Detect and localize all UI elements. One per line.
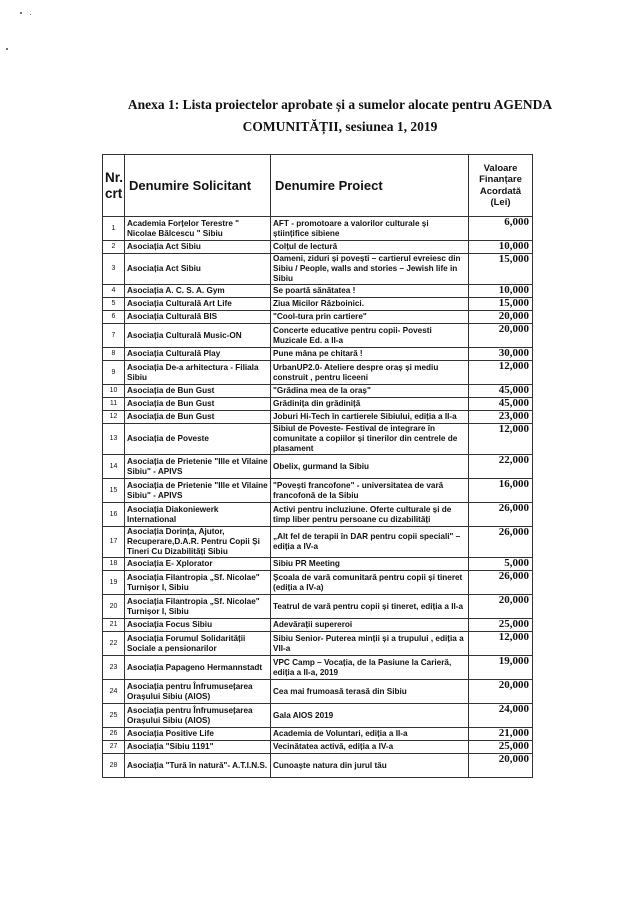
solicitant-cell: Asociația de Bun Gust <box>125 385 271 398</box>
project-cell: Obelix, gurmand la Sibiu <box>271 455 469 479</box>
project-cell: Teatrul de vară pentru copii și tineret, ediția a II-a <box>271 595 469 619</box>
project-cell: Joburi Hi-Tech în cartierele Sibiului, ediția a II-a <box>271 411 469 424</box>
table-row <box>103 680 533 704</box>
row-number: 23 <box>103 656 125 680</box>
value-cell: 20,000 <box>469 324 533 348</box>
header-valoare: Valoare Finanțare Acordată (Lei) <box>469 155 533 217</box>
row-number: 26 <box>103 728 125 741</box>
table-row <box>103 728 533 741</box>
value-cell: 20,000 <box>469 595 533 619</box>
value-cell: 21,000 <box>469 728 533 741</box>
solicitant-cell: Asociația Forumul Solidarității Sociale a pensionarilor <box>125 632 271 656</box>
table-row <box>103 348 533 361</box>
row-number: 17 <box>103 527 125 558</box>
table-row <box>103 479 533 503</box>
scan-speck <box>6 48 8 50</box>
scan-speck <box>20 12 22 14</box>
value-cell: 22,000 <box>469 455 533 479</box>
project-cell: AFT - promotoare a valorilor culturale și științifice sibiene <box>271 217 469 241</box>
table-row <box>103 656 533 680</box>
table-row <box>103 241 533 254</box>
solicitant-cell: Asociația Act Sibiu <box>125 254 271 285</box>
solicitant-cell: Academia Forțelor Terestre " Nicolae Bălcescu " Sibiu <box>125 217 271 241</box>
value-cell: 6,000 <box>469 217 533 241</box>
row-number: 27 <box>103 741 125 754</box>
row-number: 1 <box>103 217 125 241</box>
row-number: 24 <box>103 680 125 704</box>
row-number: 6 <box>103 311 125 324</box>
solicitant-cell: Asociația "Sibiu 1191" <box>125 741 271 754</box>
row-number: 22 <box>103 632 125 656</box>
solicitant-cell: Asociația pentru Înfrumusețarea Orașului Sibiu (AIOS) <box>125 680 271 704</box>
project-cell: Adevărații supereroi <box>271 619 469 632</box>
row-number: 20 <box>103 595 125 619</box>
table-body <box>103 217 533 778</box>
table-row <box>103 595 533 619</box>
solicitant-cell: Asociația de Bun Gust <box>125 411 271 424</box>
value-cell: 12,000 <box>469 424 533 455</box>
solicitant-cell: Asociația Diakoniewerk International <box>125 503 271 527</box>
project-cell: Sibiu PR Meeting <box>271 558 469 571</box>
project-cell: Vecinătatea activă, ediția a IV-a <box>271 741 469 754</box>
solicitant-cell: Asociația de Bun Gust <box>125 398 271 411</box>
row-number: 15 <box>103 479 125 503</box>
project-cell: Colțul de lectură <box>271 241 469 254</box>
row-number: 28 <box>103 754 125 778</box>
table-header-row <box>103 155 533 217</box>
value-cell: 30,000 <box>469 348 533 361</box>
value-cell: 5,000 <box>469 558 533 571</box>
solicitant-cell: Asociația Focus Sibiu <box>125 619 271 632</box>
project-cell: "Povești francofone" - universitatea de vară francofonă de la Sibiu <box>271 479 469 503</box>
value-cell: 45,000 <box>469 385 533 398</box>
table-row <box>103 311 533 324</box>
solicitant-cell: Asociația Culturală Music-ON <box>125 324 271 348</box>
row-number: 25 <box>103 704 125 728</box>
table-row <box>103 571 533 595</box>
table-row <box>103 704 533 728</box>
project-cell: Concerte educative pentru copii- Povesti Muzicale Ed. a II-a <box>271 324 469 348</box>
solicitant-cell: Asociația Filantropia „Sf. Nicolae" Turnișor I, Sibiu <box>125 595 271 619</box>
row-number: 7 <box>103 324 125 348</box>
table-row <box>103 741 533 754</box>
row-number: 8 <box>103 348 125 361</box>
value-cell: 24,000 <box>469 704 533 728</box>
row-number: 9 <box>103 361 125 385</box>
solicitant-cell: Asociația "Tură în natură"- A.T.I.N.S. <box>125 754 271 778</box>
scan-speck <box>30 14 31 15</box>
project-cell: VPC Camp – Vocația, de la Pasiune la Carieră, ediția a II-a, 2019 <box>271 656 469 680</box>
value-cell: 45,000 <box>469 398 533 411</box>
value-cell: 16,000 <box>469 479 533 503</box>
header-proiect: Denumire Proiect <box>271 155 469 217</box>
value-cell: 26,000 <box>469 503 533 527</box>
project-cell: Oameni, ziduri și povești – cartierul evreiesc din Sibiu / People, walls and stories – Jewish life in Sibiu <box>271 254 469 285</box>
row-number: 10 <box>103 385 125 398</box>
table-row <box>103 411 533 424</box>
table-row <box>103 424 533 455</box>
project-cell: Cea mai frumoasă terasă din Sibiu <box>271 680 469 704</box>
project-cell: „Alt fel de terapii în DAR pentru copii speciali" – ediția a IV-a <box>271 527 469 558</box>
project-cell: Cunoaște natura din jurul tău <box>271 754 469 778</box>
table-row <box>103 217 533 241</box>
solicitant-cell: Asociația Papageno Hermannstadt <box>125 656 271 680</box>
table-row <box>103 455 533 479</box>
row-number: 21 <box>103 619 125 632</box>
row-number: 5 <box>103 298 125 311</box>
row-number: 13 <box>103 424 125 455</box>
value-cell: 12,000 <box>469 632 533 656</box>
project-cell: Academia de Voluntari, ediția a II-a <box>271 728 469 741</box>
solicitant-cell: Asociația Culturală BIS <box>125 311 271 324</box>
table-row <box>103 503 533 527</box>
solicitant-cell: Asociația Culturală Art Life <box>125 298 271 311</box>
value-cell: 15,000 <box>469 254 533 285</box>
row-number: 12 <box>103 411 125 424</box>
value-cell: 25,000 <box>469 619 533 632</box>
row-number: 18 <box>103 558 125 571</box>
solicitant-cell: Asociația de Poveste <box>125 424 271 455</box>
table-row <box>103 285 533 298</box>
solicitant-cell: Asociația de Prietenie "Ille et Vilaine Sibiu" - APIVS <box>125 479 271 503</box>
title-line-1: Anexa 1: Lista proiectelor aprobate și a sumelor alocate pentru AGENDA <box>127 97 553 112</box>
value-cell: 19,000 <box>469 656 533 680</box>
title-line-2: COMUNITĂȚII, sesiunea 1, 2019 <box>242 119 438 134</box>
row-number: 19 <box>103 571 125 595</box>
row-number: 3 <box>103 254 125 285</box>
solicitant-cell: Asociația Dorința, Ajutor, Recuperare,D.A.R. Pentru Copii Și Tineri Cu Dizabilități Sibiu <box>125 527 271 558</box>
table-row <box>103 632 533 656</box>
solicitant-cell: Asociația pentru Înfrumusețarea Orașului Sibiu (AIOS) <box>125 704 271 728</box>
solicitant-cell: Asociația De-a arhitectura - Filiala Sibiu <box>125 361 271 385</box>
value-cell: 20,000 <box>469 311 533 324</box>
project-cell: UrbanUP2.0- Ateliere despre oraș și mediu construit , pentru liceeni <box>271 361 469 385</box>
value-cell: 23,000 <box>469 411 533 424</box>
solicitant-cell: Asociația Culturală Play <box>125 348 271 361</box>
value-cell: 20,000 <box>469 680 533 704</box>
value-cell: 15,000 <box>469 298 533 311</box>
solicitant-cell: Asociația Positive Life <box>125 728 271 741</box>
row-number: 4 <box>103 285 125 298</box>
header-solicitant: Denumire Solicitant <box>125 155 271 217</box>
value-cell: 25,000 <box>469 741 533 754</box>
table-row <box>103 385 533 398</box>
table-row <box>103 298 533 311</box>
table-row <box>103 324 533 348</box>
table-row <box>103 361 533 385</box>
project-cell: "Grădina mea de la oraș" <box>271 385 469 398</box>
project-cell: Ziua Micilor Războinici. <box>271 298 469 311</box>
table-row <box>103 398 533 411</box>
projects-table <box>102 154 533 778</box>
solicitant-cell: Asociația Filantropia „Sf. Nicolae" Turnișor I, Sibiu <box>125 571 271 595</box>
value-cell: 20,000 <box>469 754 533 778</box>
project-cell: Școala de vară comunitară pentru copii și tineret (ediția a IV-a) <box>271 571 469 595</box>
project-cell: "Cool-tura prin cartiere" <box>271 311 469 324</box>
value-cell: 10,000 <box>469 241 533 254</box>
table-row <box>103 558 533 571</box>
solicitant-cell: Asociația E- Xplorator <box>125 558 271 571</box>
project-cell: Sibiu Senior- Puterea minții și a trupului , ediția a VII-a <box>271 632 469 656</box>
value-cell: 12,000 <box>469 361 533 385</box>
project-cell: Grădinița din grădiniță <box>271 398 469 411</box>
value-cell: 26,000 <box>469 527 533 558</box>
row-number: 11 <box>103 398 125 411</box>
value-cell: 10,000 <box>469 285 533 298</box>
table-row <box>103 527 533 558</box>
table-row <box>103 754 533 778</box>
project-cell: Se poartă sănătatea ! <box>271 285 469 298</box>
solicitant-cell: Asociația de Prietenie "Ille et Vilaine Sibiu" - APIVS <box>125 455 271 479</box>
row-number: 14 <box>103 455 125 479</box>
row-number: 16 <box>103 503 125 527</box>
document-title <box>100 94 580 138</box>
project-cell: Sibiul de Poveste- Festival de integrare în comunitate a copiilor și tinerilor din centrele de plasament <box>271 424 469 455</box>
value-cell: 26,000 <box>469 571 533 595</box>
project-cell: Pune mâna pe chitară ! <box>271 348 469 361</box>
solicitant-cell: Asociația A. C. S. A. Gym <box>125 285 271 298</box>
project-cell: Gala AIOS 2019 <box>271 704 469 728</box>
solicitant-cell: Asociația Act Sibiu <box>125 241 271 254</box>
header-nr: Nr. crt <box>103 155 125 217</box>
row-number: 2 <box>103 241 125 254</box>
project-cell: Activi pentru incluziune. Oferte culturale și de timp liber pentru persoane cu dizabilități <box>271 503 469 527</box>
table-row <box>103 619 533 632</box>
table-row <box>103 254 533 285</box>
